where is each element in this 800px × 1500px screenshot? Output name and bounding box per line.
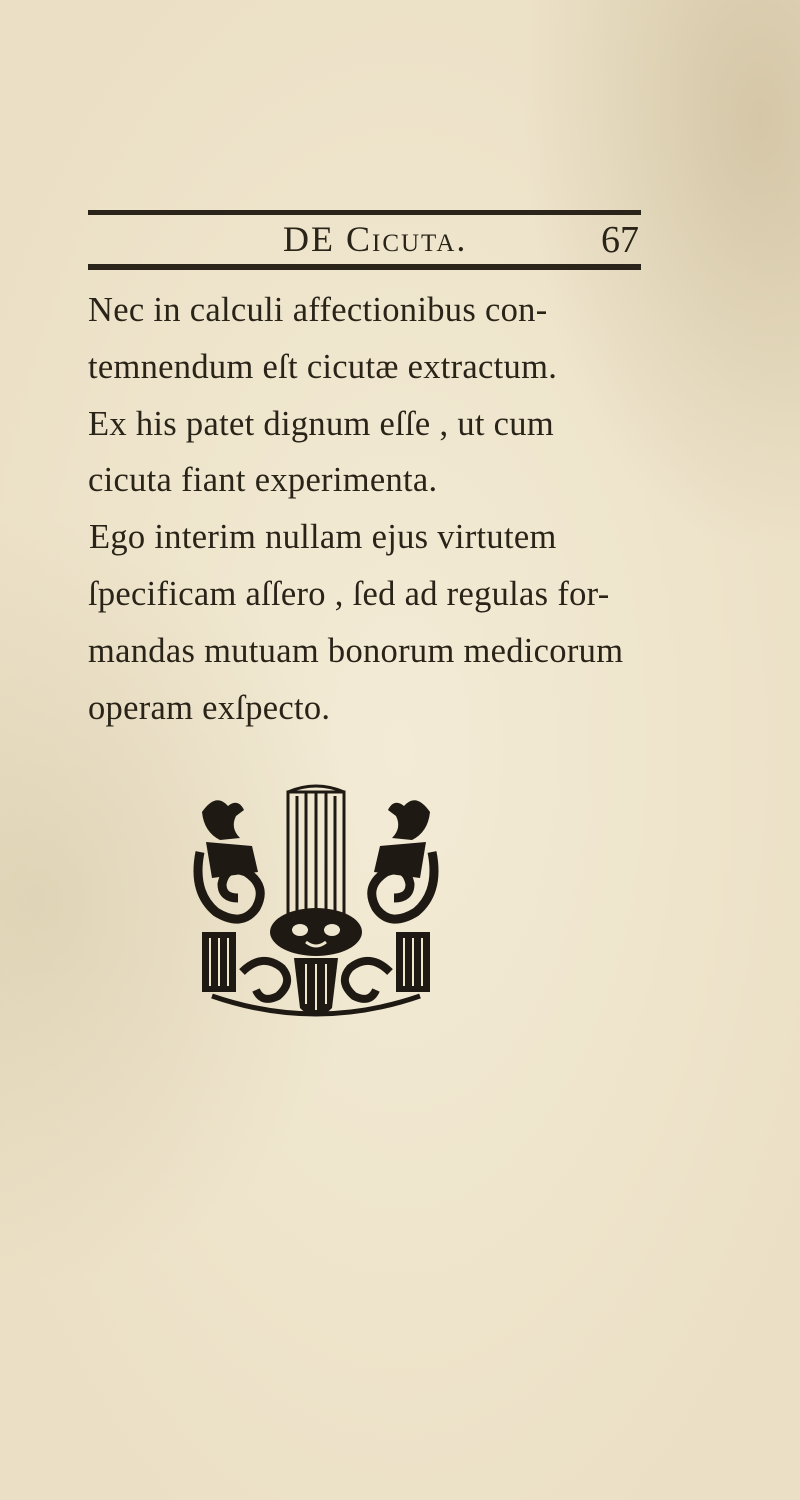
body-text (88, 282, 648, 736)
text-line: ſpecificam aſſero , ſed ad regulas for- (88, 574, 610, 613)
text-line: temnendum eſt cicutæ extractum. (88, 347, 558, 386)
text-line: Ego interim nullam ejus virtutem (89, 518, 557, 557)
text-line: Nec in calculi affectionibus con- (88, 291, 548, 329)
text-line: mandas mutuam bonorum medicorum (88, 631, 624, 670)
text-line: cicuta fiant experimenta. (88, 461, 438, 500)
header-rule-bottom (88, 264, 641, 270)
tailpiece-ornament-icon (182, 782, 450, 1024)
running-title: DE Cicuta. (283, 219, 468, 259)
text-line: Ex his patet dignum eſſe , ut cum (88, 404, 554, 443)
header-rule-top (88, 210, 641, 215)
running-header (88, 218, 641, 262)
text-line: operam exſpecto. (88, 688, 331, 727)
page-number: 67 (601, 219, 639, 261)
